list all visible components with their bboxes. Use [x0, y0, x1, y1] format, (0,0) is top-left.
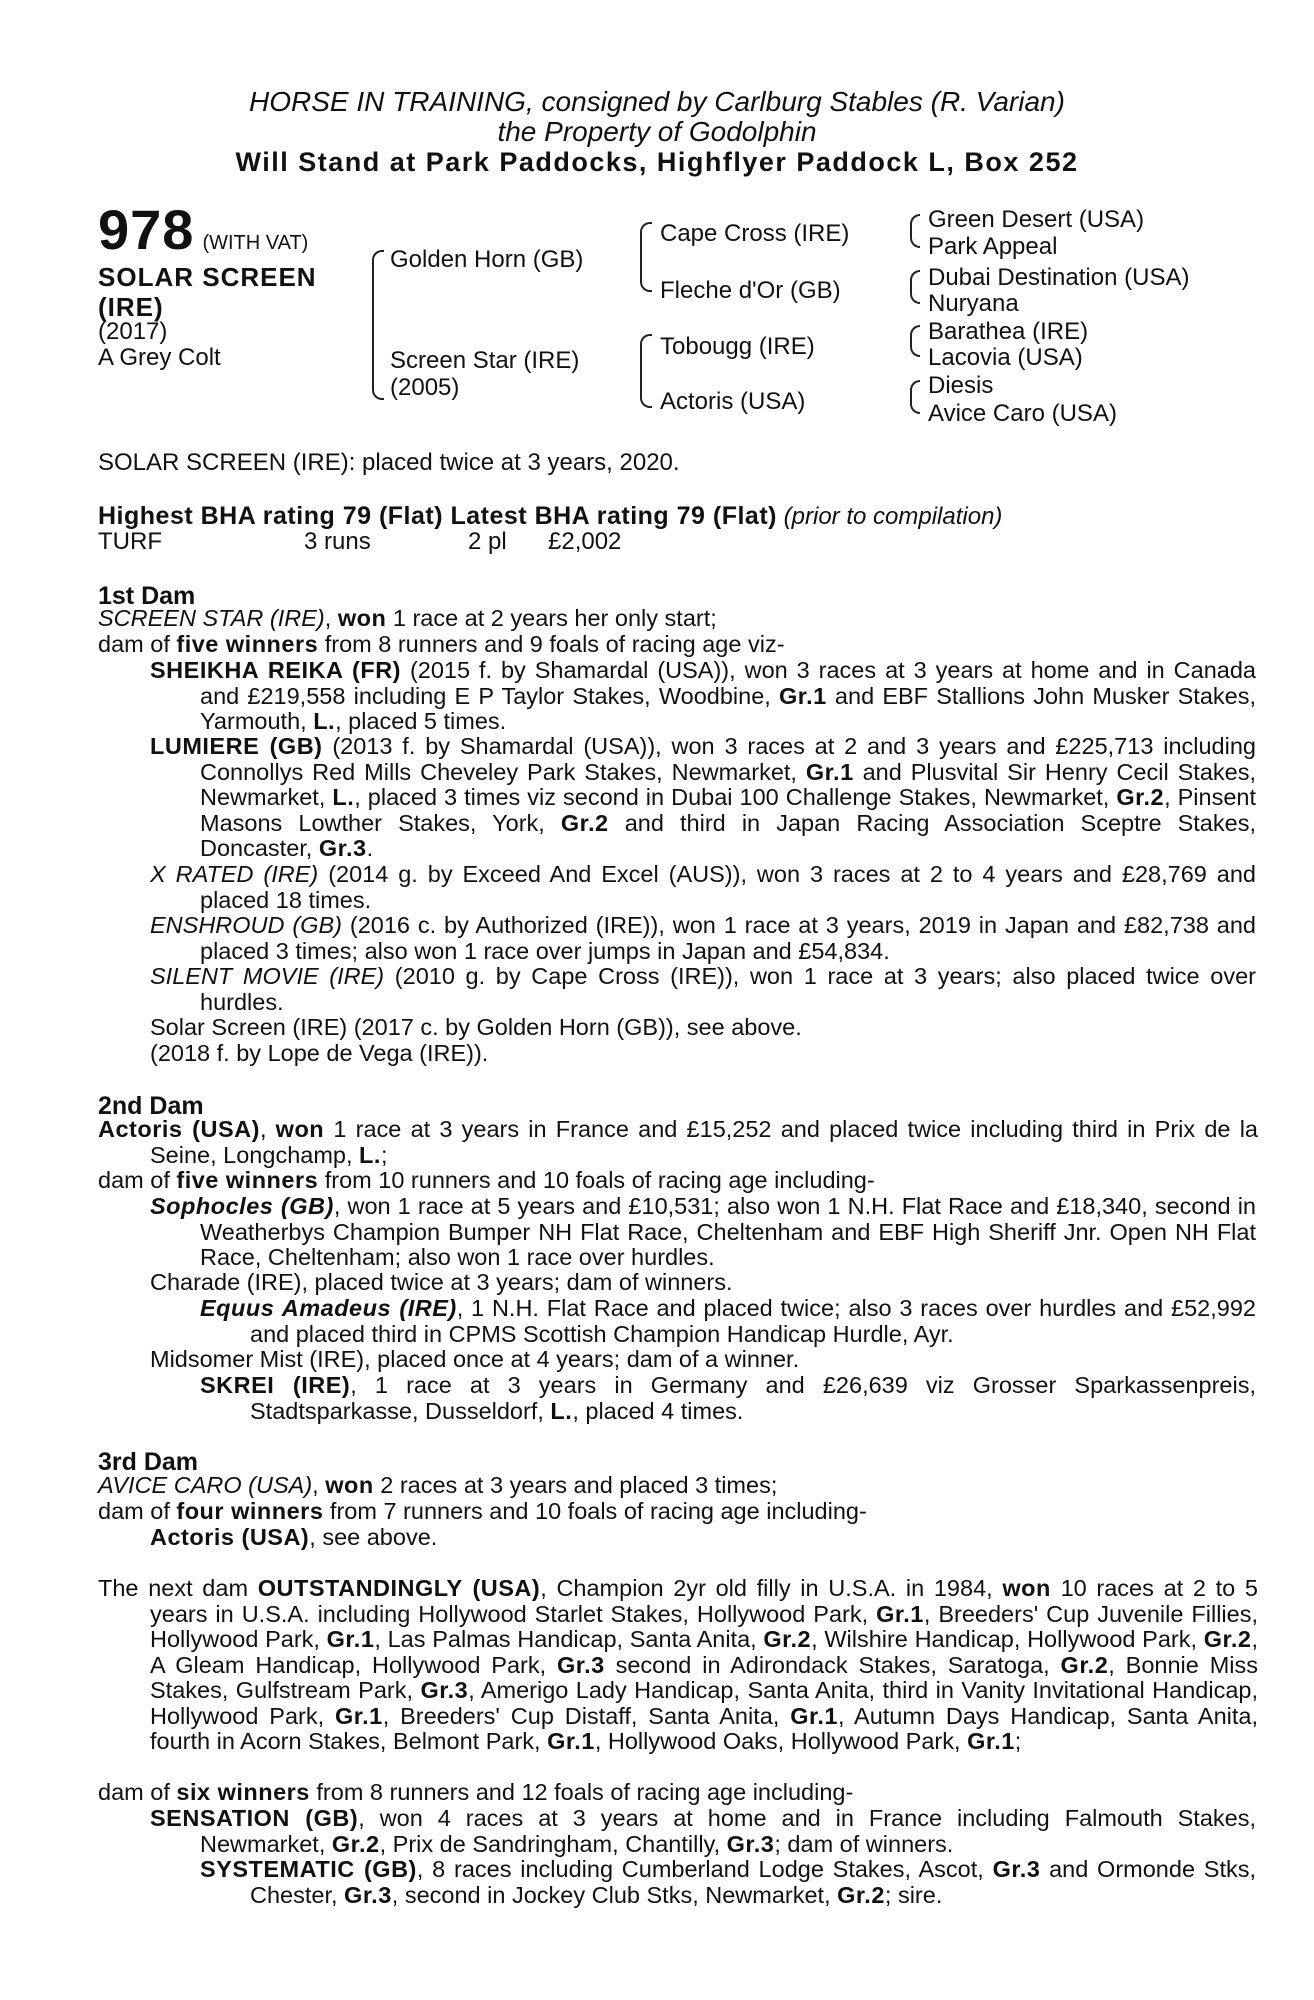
text-run: ,: [259, 1116, 276, 1142]
text-run: ,: [312, 1472, 326, 1498]
lot-number: 978: [98, 198, 195, 261]
produce-entry: [150, 913, 1256, 964]
produce-entry: [150, 1806, 1256, 1857]
text-run: from 8 runners and 9 foals of racing age viz-: [318, 631, 785, 657]
text-run: won: [325, 1472, 374, 1498]
pedigree-bracket-g3-2: [910, 270, 920, 304]
text-run: Gr.2: [837, 1881, 885, 1908]
horse-name-line2: (IRE): [98, 292, 164, 322]
horse-name: SYSTEMATIC (GB): [200, 1856, 417, 1882]
horse-name: SENSATION (GB): [150, 1805, 359, 1831]
produce-entry: [200, 1296, 1256, 1347]
consignor-line: HORSE IN TRAINING, consigned by Carlburg Stables (R. Varian): [249, 86, 1065, 117]
bha-rating-text: Highest BHA rating 79 (Flat) Latest BHA rating 79 (Flat): [98, 502, 777, 530]
text-run: L.: [332, 784, 355, 810]
horse-name: Equus Amadeus (IRE): [200, 1295, 457, 1321]
gen3-1: Green Desert (USA): [928, 206, 1145, 233]
text-run: L.: [550, 1397, 573, 1424]
text-run: from 10 runners and 10 foals of racing age including-: [318, 1167, 875, 1193]
text-run: Gr.2: [763, 1626, 812, 1652]
text-run: L.: [313, 708, 336, 734]
produce-entry: (2018 f. by Lope de Vega (IRE)).: [150, 1040, 489, 1066]
granddam-maternal: Actoris (USA): [660, 388, 806, 415]
text-run: , Wilshire Handicap, Hollywood Park,: [811, 1626, 1204, 1652]
text-run: , Champion 2yr old filly in U.S.A. in 1984,: [540, 1575, 1003, 1601]
horse-name: SILENT MOVIE (IRE): [150, 963, 385, 989]
pedigree-bracket-g3-3: [910, 325, 920, 357]
text-run: ;: [380, 1141, 388, 1168]
pedigree-bracket-sire-line: [640, 222, 652, 292]
text-run: Gr.2: [1060, 1651, 1109, 1678]
text-run: second in Adirondack Stakes, Saratoga,: [604, 1651, 1061, 1678]
text-run: , Pinsent Masons Lowther Stakes, York,: [200, 784, 1256, 836]
text-run: 10 races at 2 to 5 years in U.S.A. including Hollywood Starlet Stakes, Hollywood Park,: [150, 1575, 1258, 1627]
text-run: Gr.3: [420, 1677, 469, 1703]
horse-name: LUMIERE (GB): [150, 733, 323, 759]
text-run: (2014 g. by Exceed And Excel (AUS)), won 3 races at 2 to 4 years and £28,769 and placed 18 times.: [200, 861, 1256, 913]
text-run: from 8 runners and 12 foals of racing age including-: [309, 1779, 854, 1805]
pedigree-bracket-sire-dam: [372, 250, 384, 400]
text-run: and third in Japan Racing Association Sceptre Stakes, Doncaster,: [200, 809, 1256, 861]
produce-entry: [200, 1857, 1256, 1908]
pedigree-bracket-g3-1: [910, 214, 920, 248]
text-run: dam of: [98, 1167, 177, 1193]
horse-name: Sophocles (GB): [150, 1193, 334, 1219]
text-run: , A Gleam Handicap, Hollywood Park,: [150, 1626, 1258, 1678]
gen3-7: Diesis: [928, 372, 994, 399]
produce-entry: [150, 1525, 1206, 1551]
first-dam-produce-summary: [98, 632, 1208, 658]
text-run: , won 1 race at 5 years and £10,531; also won 1 N.H. Flat Race and £18,340, second in Weatherbys Champion Bumper NH Flat Race, Cheltenham and EBF High Sheriff Jnr. Open NH Flat Race, Cheltenham; also won 1 race over hurdles.: [200, 1193, 1257, 1270]
surface-label: TURF: [98, 528, 162, 555]
next-dam-produce-summary: [98, 1780, 1208, 1806]
text-run: (2010 g. by Cape Cross (IRE)), won 1 race at 3 years; also placed twice over hurdles.: [200, 963, 1256, 1015]
text-run: and EBF Stallions John Musker Stakes, Yarmouth,: [200, 682, 1256, 734]
text-run: six winners: [176, 1779, 310, 1805]
placed-count: 2 pl: [468, 528, 507, 555]
text-run: Gr.3: [557, 1651, 605, 1678]
produce-entry: [200, 1373, 1256, 1424]
dam-name: Actoris (USA): [98, 1116, 260, 1142]
horse-name: [98, 262, 317, 322]
text-run: , Las Palmas Handicap, Santa Anita,: [374, 1626, 764, 1652]
text-run: dam of: [98, 1498, 177, 1524]
text-run: 1 race at 3 years in France and £15,252 and placed twice including third in Prix de la Seine, Longchamp,: [150, 1116, 1258, 1168]
text-run: Gr.1: [326, 1626, 375, 1652]
vat-note: (WITH VAT): [202, 232, 309, 254]
second-dam-intro: [98, 1117, 1258, 1168]
text-run: Gr.1: [547, 1728, 595, 1754]
produce-entry: [150, 1194, 1256, 1271]
text-run: , Prix de Sandringham, Chantilly,: [379, 1830, 727, 1857]
grandsire-maternal: Tobougg (IRE): [660, 333, 815, 360]
text-run: (2015 f. by Shamardal (USA)), won 3 races at 3 years at home and in Canada and £219,558 including E P Taylor Stakes, Woodbine,: [200, 657, 1256, 709]
text-run: dam of: [98, 1779, 177, 1805]
horse-name-line1: SOLAR SCREEN: [98, 262, 317, 292]
text-run: (2013 f. by Shamardal (USA)), won 3 races at 2 and 3 years and £225,713 including Connollys Red Mills Cheveley Park Stakes, Newmarket,: [200, 733, 1256, 785]
text-run: Gr.3: [992, 1856, 1041, 1882]
gen3-2: Park Appeal: [928, 233, 1058, 260]
text-run: Gr.3: [726, 1830, 775, 1857]
text-run: ;: [1014, 1728, 1022, 1754]
text-run: , 8 races including Cumberland Lodge Stakes, Ascot,: [416, 1856, 993, 1882]
text-run: Gr.3: [318, 835, 367, 861]
text-run: , placed 3 times viz second in Dubai 100 Challenge Stakes, Newmarket,: [354, 784, 1117, 810]
lot-number-block: [98, 198, 309, 261]
text-run: , 1 N.H. Flat Race and placed twice; also 3 races over hurdles and £52,992 and placed third in CPMS Scottish Champion Handicap Hurdle, Ayr.: [250, 1295, 1256, 1347]
dam-year: (2005): [390, 374, 460, 401]
text-run: Gr.1: [779, 682, 827, 709]
text-run: (2016 c. by Authorized (IRE)), won 1 race at 3 years, 2019 in Japan and £82,738 and placed 3 times; also won 1 race over jumps in Japan and £54,834.: [200, 912, 1256, 964]
gen3-4: Nuryana: [928, 290, 1019, 317]
text-run: Gr.2: [560, 809, 609, 836]
section-first-dam: 1st Dam: [98, 582, 196, 610]
location-line: Will Stand at Park Paddocks, Highflyer Paddock L, Box 252: [235, 147, 1079, 177]
text-run: Gr.3: [344, 1881, 392, 1908]
horse-name: Actoris (USA): [150, 1524, 310, 1550]
produce-entry: [150, 964, 1256, 1015]
section-second-dam: 2nd Dam: [98, 1092, 204, 1120]
section-third-dam: 3rd Dam: [98, 1448, 199, 1476]
text-run: 1 race at 2 years her only start;: [386, 605, 717, 631]
text-run: , Breeders' Cup Distaff, Santa Anita,: [382, 1702, 791, 1729]
gen3-6: Lacovia (USA): [928, 344, 1083, 371]
text-run: , Bonnie Miss Stakes, Gulfstream Park,: [150, 1651, 1259, 1703]
produce-entry: [150, 734, 1256, 862]
earnings: £2,002: [548, 528, 622, 555]
text-run: Gr.2: [331, 1830, 380, 1857]
text-run: , placed 4 times.: [572, 1397, 744, 1424]
text-run: , see above.: [309, 1524, 438, 1550]
runs-count: 3 runs: [304, 528, 371, 555]
text-run: .: [366, 835, 374, 861]
text-run: won: [337, 605, 387, 631]
produce-entry: [150, 862, 1256, 913]
third-dam-intro: [98, 1473, 1208, 1499]
gen3-3: Dubai Destination (USA): [928, 264, 1190, 291]
text-run: dam of: [98, 631, 177, 657]
text-run: and Ormonde Stks, Chester,: [250, 1856, 1257, 1908]
gen3-8: Avice Caro (USA): [928, 400, 1117, 427]
produce-entry: Charade (IRE), placed twice at 3 years; dam of winners.: [150, 1269, 733, 1295]
text-run: ,: [324, 605, 338, 631]
text-run: , Hollywood Oaks, Hollywood Park,: [594, 1728, 968, 1754]
dam-name: AVICE CARO (USA): [98, 1472, 313, 1498]
text-run: , 1 race at 3 years in Germany and £26,639 viz Grosser Sparkassenpreis, Stadtsparkasse, Dusseldorf,: [250, 1372, 1256, 1424]
horse-name: ENSHROUD (GB): [150, 912, 342, 938]
dam-name: Screen Star (IRE): [390, 347, 580, 374]
text-run: Gr.1: [805, 758, 854, 785]
text-run: , Autumn Days Handicap, Santa Anita, fourth in Acorn Stakes, Belmont Park,: [150, 1702, 1258, 1754]
text-run: , Amerigo Lady Handicap, Santa Anita, third in Vanity Invitational Handicap, Hollywood Park,: [150, 1677, 1258, 1729]
text-run: Gr.2: [1203, 1626, 1252, 1652]
text-run: The next dam: [98, 1575, 258, 1601]
horse-name: SHEIKHA REIKA (FR): [150, 657, 401, 683]
race-summary: SOLAR SCREEN (IRE): placed twice at 3 years, 2020.: [98, 449, 680, 476]
first-dam-intro: [98, 606, 1208, 632]
next-dam-entry: [98, 1576, 1258, 1755]
text-run: and Plusvital Sir Henry Cecil Stakes, Newmarket,: [200, 758, 1257, 810]
granddam-paternal: Fleche d'Or (GB): [660, 277, 841, 304]
text-run: ; dam of winners.: [774, 1830, 954, 1857]
horse-description: A Grey Colt: [98, 344, 221, 371]
third-dam-produce-summary: [98, 1499, 1208, 1525]
text-run: 2 races at 3 years and placed 3 times;: [373, 1472, 778, 1498]
text-run: , placed 5 times.: [335, 708, 507, 734]
bha-rating: [98, 502, 1002, 531]
text-run: ; sire.: [884, 1881, 943, 1908]
text-run: L.: [359, 1141, 381, 1168]
text-run: , second in Jockey Club Stks, Newmarket,: [391, 1881, 838, 1908]
text-run: , Breeders' Cup Juvenile Fillies, Hollywood Park,: [150, 1600, 1259, 1652]
gen3-5: Barathea (IRE): [928, 318, 1089, 345]
sire-name: Golden Horn (GB): [390, 246, 584, 273]
text-run: Gr.1: [967, 1728, 1015, 1754]
text-run: five winners: [176, 631, 319, 657]
grandsire-paternal: Cape Cross (IRE): [660, 220, 850, 247]
pedigree-bracket-g3-4: [910, 380, 920, 414]
horse-name: SKREI (IRE): [200, 1372, 351, 1398]
text-run: won: [1002, 1575, 1051, 1601]
text-run: Gr.1: [334, 1702, 383, 1729]
text-run: , won 4 races at 3 years at home and in France including Falmouth Stakes, Newmarket,: [200, 1805, 1256, 1857]
produce-entry: [150, 658, 1256, 735]
text-run: Gr.2: [1116, 784, 1165, 810]
text-run: from 7 runners and 10 foals of racing age including-: [323, 1498, 867, 1524]
text-run: Gr.1: [876, 1600, 924, 1627]
property-line: the Property of Godolphin: [497, 116, 817, 147]
produce-entry: Midsomer Mist (IRE), placed once at 4 years; dam of a winner.: [150, 1346, 800, 1372]
produce-entry: Solar Screen (IRE) (2017 c. by Golden Horn (GB)), see above.: [150, 1014, 802, 1040]
rating-note: (prior to compilation): [783, 503, 1003, 530]
text-run: five winners: [176, 1167, 319, 1193]
second-dam-produce-summary: [98, 1168, 1208, 1194]
pedigree-bracket-dam-line: [640, 334, 652, 408]
foaling-year: (2017): [98, 318, 168, 345]
text-run: four winners: [176, 1498, 324, 1524]
horse-name: X RATED (IRE): [150, 861, 319, 887]
dam-name: SCREEN STAR (IRE): [98, 605, 325, 631]
dam-name: OUTSTANDINGLY (USA): [257, 1575, 541, 1601]
text-run: Gr.1: [790, 1702, 838, 1729]
text-run: won: [275, 1116, 325, 1142]
